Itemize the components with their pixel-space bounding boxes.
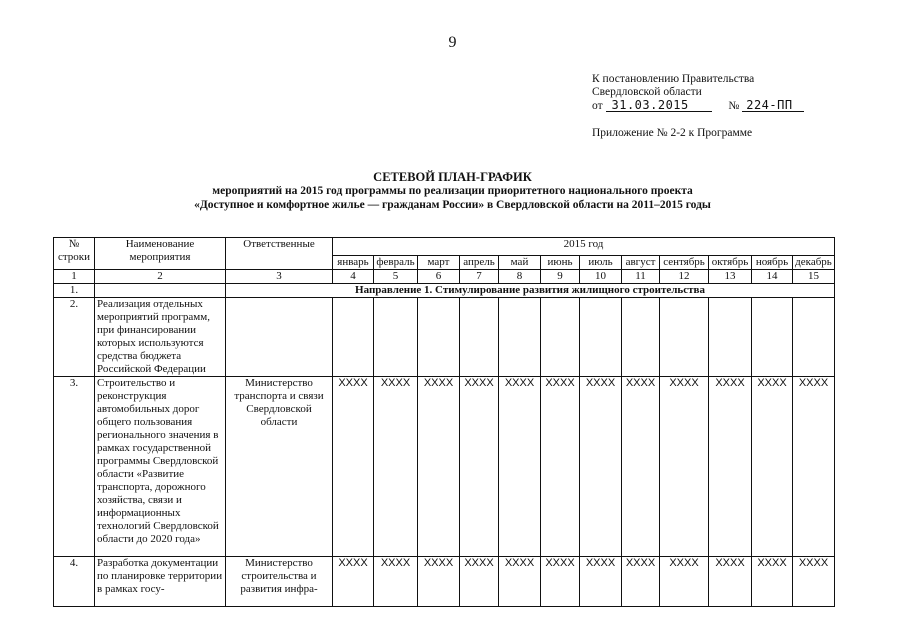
column-number: 4 [333, 270, 374, 284]
schedule-mark: XXXX [460, 557, 499, 607]
table-row [54, 557, 835, 607]
column-numbers-row [54, 270, 835, 284]
header-month: ноябрь [752, 256, 793, 270]
schedule-mark: XXXX [541, 557, 580, 607]
column-number: 15 [793, 270, 835, 284]
header-month: февраль [374, 256, 418, 270]
row-number: 4. [54, 557, 95, 607]
schedule-mark: XXXX [418, 377, 460, 557]
schedule-mark: XXXX [374, 557, 418, 607]
column-number: 3 [226, 270, 333, 284]
schedule-mark: XXXX [660, 377, 709, 557]
header-month: март [418, 256, 460, 270]
schedule-table [53, 237, 835, 607]
row-number: 1. [54, 284, 95, 298]
header-year: 2015 год [333, 238, 835, 256]
column-number: 1 [54, 270, 95, 284]
column-number: 10 [580, 270, 622, 284]
row-number: 2. [54, 298, 95, 377]
column-number: 13 [709, 270, 752, 284]
responsible-party [226, 298, 333, 377]
header-row-no: № строки [54, 238, 95, 270]
header-name: Наименование мероприятия [95, 238, 226, 270]
schedule-mark: XXXX [499, 377, 541, 557]
column-number: 8 [499, 270, 541, 284]
schedule-mark: XXXX [460, 377, 499, 557]
schedule-mark: XXXX [333, 557, 374, 607]
schedule-mark: XXXX [418, 557, 460, 607]
header-month: январь [333, 256, 374, 270]
schedule-mark [374, 298, 418, 377]
column-number: 11 [622, 270, 660, 284]
header-month: сентябрь [660, 256, 709, 270]
schedule-mark [752, 298, 793, 377]
schedule-mark: XXXX [709, 557, 752, 607]
schedule-mark: XXXX [709, 377, 752, 557]
approval-date: 31.03.2015 [606, 99, 712, 112]
schedule-mark [660, 298, 709, 377]
column-number: 12 [660, 270, 709, 284]
table-row [54, 377, 835, 557]
schedule-mark: XXXX [622, 557, 660, 607]
schedule-mark [418, 298, 460, 377]
header-month: май [499, 256, 541, 270]
schedule-mark [499, 298, 541, 377]
schedule-mark [793, 298, 835, 377]
schedule-mark: XXXX [622, 377, 660, 557]
responsible-party: Министерство транспорта и связи Свердловской области [226, 377, 333, 557]
table-row [54, 284, 835, 298]
activity-name: Строительство и реконструкция автомобильных дорог общего пользования регионального значения в рамках государственной программы Свердловской области «Развитие транспорта, дорожного хозяйства, связи и информационных технологий Свердловской области до 2020 года» [95, 377, 226, 557]
approval-line-1: К постановлению Правительства [592, 73, 755, 85]
column-number: 6 [418, 270, 460, 284]
table-row [54, 298, 835, 377]
appendix-note: Приложение № 2-2 к Программе [592, 127, 753, 139]
schedule-mark [541, 298, 580, 377]
approval-date-line [592, 99, 804, 113]
title-line-3: «Доступное и комфортное жилье — гражданам России» в Свердловской области на 2011–2015 годы [194, 199, 711, 211]
title-line-1: СЕТЕВОЙ ПЛАН-ГРАФИК [373, 170, 532, 184]
section-name-cell [95, 284, 226, 298]
schedule-mark: XXXX [752, 377, 793, 557]
activity-name: Реализация отдельных мероприятий программ, при финансировании которых используются средства бюджета Российской Федерации [95, 298, 226, 377]
responsible-party: Министерство строительства и развития инфра- [226, 557, 333, 607]
column-number: 9 [541, 270, 580, 284]
schedule-mark [333, 298, 374, 377]
schedule-mark: XXXX [499, 557, 541, 607]
schedule-mark: XXXX [660, 557, 709, 607]
schedule-mark: XXXX [333, 377, 374, 557]
page-number: 9 [448, 34, 457, 51]
schedule-mark: XXXX [793, 557, 835, 607]
schedule-mark [460, 298, 499, 377]
schedule-mark [622, 298, 660, 377]
approval-line-2: Свердловской области [592, 86, 702, 98]
document-title [0, 170, 905, 212]
from-label: от [592, 100, 603, 112]
header-month: июль [580, 256, 622, 270]
title-line-2: мероприятий на 2015 год программы по реализации приоритетного национального проекта [212, 185, 693, 197]
schedule-mark [580, 298, 622, 377]
schedule-mark: XXXX [580, 377, 622, 557]
schedule-mark [709, 298, 752, 377]
column-number: 14 [752, 270, 793, 284]
approval-number: 224-ПП [742, 99, 804, 112]
schedule-mark: XXXX [752, 557, 793, 607]
column-number: 5 [374, 270, 418, 284]
column-number: 2 [95, 270, 226, 284]
header-row-1 [54, 238, 835, 256]
activity-name: Разработка документации по планировке территории в рамках госу- [95, 557, 226, 607]
schedule-mark: XXXX [541, 377, 580, 557]
approval-block [592, 73, 804, 113]
header-month: октябрь [709, 256, 752, 270]
header-month: август [622, 256, 660, 270]
row-number: 3. [54, 377, 95, 557]
header-month: апрель [460, 256, 499, 270]
schedule-mark: XXXX [580, 557, 622, 607]
header-month: декабрь [793, 256, 835, 270]
header-month: июнь [541, 256, 580, 270]
schedule-mark: XXXX [793, 377, 835, 557]
number-label: № [728, 100, 740, 112]
section-title: Направление 1. Стимулирование развития жилищного строительства [226, 284, 835, 298]
header-responsible: Ответственные [226, 238, 333, 270]
schedule-mark: XXXX [374, 377, 418, 557]
column-number: 7 [460, 270, 499, 284]
